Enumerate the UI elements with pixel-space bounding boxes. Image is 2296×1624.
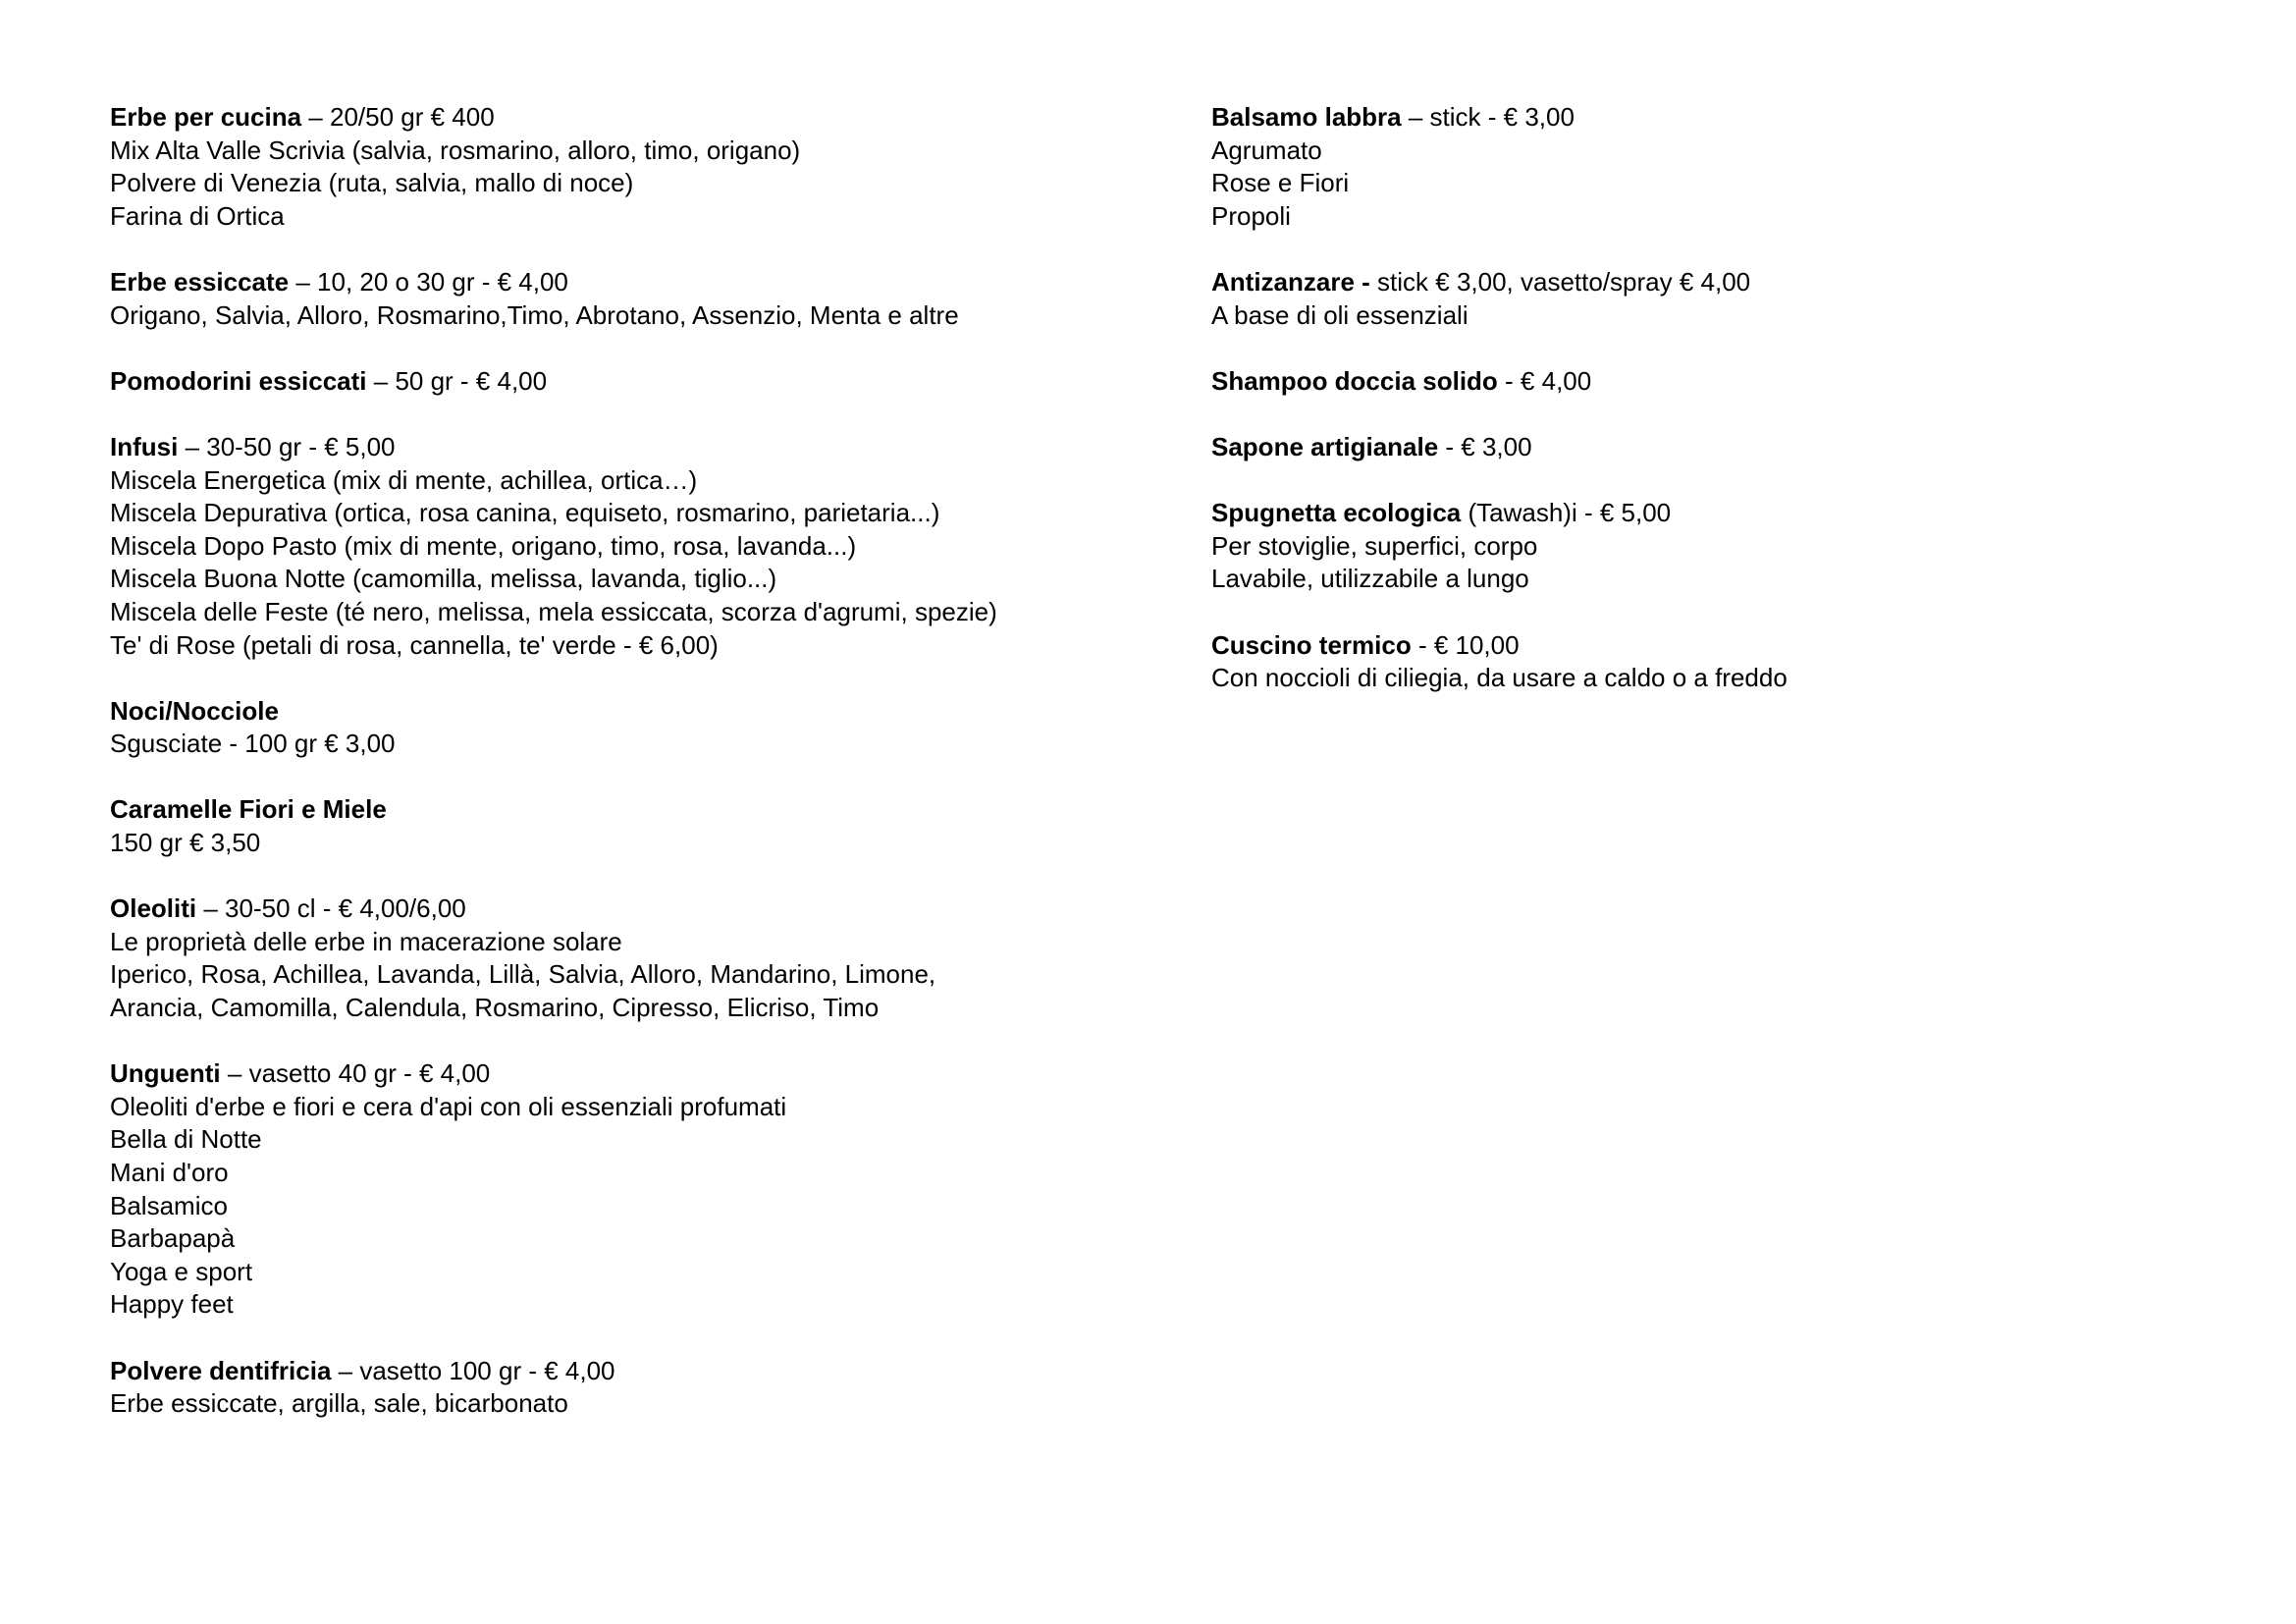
product-price-info: - € 10,00 xyxy=(1411,629,1520,660)
product-name: Unguenti xyxy=(110,1058,221,1089)
product-description-line: Origano, Salvia, Alloro, Rosmarino,Timo, Abrotano, Assenzio, Menta e altre xyxy=(110,299,959,330)
product-description-line: Miscela Dopo Pasto (mix di mente, origano, timo, rosa, lavanda...) xyxy=(110,530,857,561)
product-price-info: – 10, 20 o 30 gr - € 4,00 xyxy=(289,266,568,297)
product-description-line: Miscela Depurativa (ortica, rosa canina, equiseto, rosmarino, parietaria...) xyxy=(110,498,940,528)
product-entry-antizanzare xyxy=(1211,266,2242,332)
product-entry-erbe-essiccate xyxy=(110,266,1141,332)
product-description-line: Te' di Rose (petali di rosa, cannella, te' verde - € 6,00) xyxy=(110,629,719,660)
product-heading xyxy=(110,1057,1141,1091)
product-price-info: – vasetto 40 gr - € 4,00 xyxy=(220,1058,491,1089)
right-column xyxy=(1211,101,2242,728)
product-heading xyxy=(110,793,1141,827)
product-description-line: Balsamico xyxy=(110,1190,228,1220)
product-name: Caramelle Fiori e Miele xyxy=(110,794,387,825)
product-description-line: Yoga e sport xyxy=(110,1256,253,1286)
product-price-info: – vasetto 100 gr - € 4,00 xyxy=(331,1355,615,1385)
product-entry-sapone-artigianale xyxy=(1211,431,2242,464)
product-description-line: Le proprietà delle erbe in macerazione solare xyxy=(110,926,622,956)
product-price-info: – 50 gr - € 4,00 xyxy=(366,365,548,396)
product-name: Cuscino termico xyxy=(1211,629,1412,660)
product-heading xyxy=(110,893,1141,926)
product-price-info: - € 4,00 xyxy=(1497,365,1592,396)
product-description-line: Sgusciate - 100 gr € 3,00 xyxy=(110,729,396,759)
product-entry-infusi xyxy=(110,431,1141,662)
product-description-line: Miscela delle Feste (té nero, melissa, mela essiccata, scorza d'agrumi, spezie) xyxy=(110,596,997,626)
product-entry-noci-nocciole xyxy=(110,695,1141,761)
product-name: Antizanzare - xyxy=(1211,266,1370,297)
product-description-line: Barbapapà xyxy=(110,1223,236,1254)
product-heading xyxy=(110,695,1141,729)
product-heading xyxy=(1211,266,2242,299)
product-heading xyxy=(110,1355,1141,1388)
product-name: Pomodorini essiccati xyxy=(110,365,367,396)
product-description-line: Happy feet xyxy=(110,1289,234,1320)
product-description-line: Arancia, Camomilla, Calendula, Rosmarino, Cipresso, Elicriso, Timo xyxy=(110,993,880,1023)
product-price-info: stick € 3,00, vasetto/spray € 4,00 xyxy=(1369,266,1751,297)
product-entry-spugnetta-ecologica xyxy=(1211,497,2242,596)
product-description-line: Lavabile, utilizzabile a lungo xyxy=(1211,564,1529,594)
product-description-line: Mix Alta Valle Scrivia (salvia, rosmarino, alloro, timo, origano) xyxy=(110,135,801,165)
product-description-line: Miscela Energetica (mix di mente, achillea, ortica…) xyxy=(110,464,698,495)
product-heading xyxy=(1211,497,2242,530)
product-description-line: Polvere di Venezia (ruta, salvia, mallo di noce) xyxy=(110,168,634,198)
product-price-info: – 20/50 gr € 400 xyxy=(301,102,495,132)
product-description-line: Agrumato xyxy=(1211,135,1322,165)
product-description-line: Con noccioli di ciliegia, da usare a caldo o a freddo xyxy=(1211,663,1788,693)
product-description-line: Miscela Buona Notte (camomilla, melissa, lavanda, tiglio...) xyxy=(110,564,777,594)
product-name: Oleoliti xyxy=(110,893,197,924)
product-heading xyxy=(1211,431,2242,464)
product-description-line: Bella di Notte xyxy=(110,1124,262,1155)
product-price-info: (Tawash)i - € 5,00 xyxy=(1461,498,1672,528)
product-heading xyxy=(110,431,1141,464)
product-heading xyxy=(110,101,1141,135)
product-price-info: – stick - € 3,00 xyxy=(1401,102,1575,132)
product-description-line: Propoli xyxy=(1211,200,1291,231)
product-entry-balsamo-labbra xyxy=(1211,101,2242,233)
product-description-line: Iperico, Rosa, Achillea, Lavanda, Lillà, Salvia, Alloro, Mandarino, Limone, xyxy=(110,959,936,990)
product-name: Infusi xyxy=(110,431,179,461)
product-entry-cuscino-termico xyxy=(1211,629,2242,695)
product-description-line: 150 gr € 3,50 xyxy=(110,828,261,858)
product-name: Spugnetta ecologica xyxy=(1211,498,1462,528)
product-description-line: Per stoviglie, superfici, corpo xyxy=(1211,530,1538,561)
product-heading xyxy=(1211,629,2242,663)
product-entry-pomodorini-essiccati xyxy=(110,365,1141,399)
product-description-line: Oleoliti d'erbe e fiori e cera d'api con oli essenziali profumati xyxy=(110,1091,787,1121)
product-name: Erbe per cucina xyxy=(110,102,302,132)
product-entry-shampoo-doccia-solido xyxy=(1211,365,2242,399)
product-name: Erbe essiccate xyxy=(110,266,290,297)
product-heading xyxy=(110,365,1141,399)
product-description-line: A base di oli essenziali xyxy=(1211,299,1468,330)
product-price-info: – 30-50 gr - € 5,00 xyxy=(178,431,396,461)
product-description-line: Mani d'oro xyxy=(110,1158,229,1187)
product-name: Balsamo labbra xyxy=(1211,102,1402,132)
product-description-line: Erbe essiccate, argilla, sale, bicarbonato xyxy=(110,1388,568,1419)
product-name: Shampoo doccia solido xyxy=(1211,365,1498,396)
product-name: Noci/Nocciole xyxy=(110,695,279,726)
left-column xyxy=(110,101,1141,1453)
product-entry-oleoliti xyxy=(110,893,1141,1024)
product-entry-polvere-dentifricia xyxy=(110,1355,1141,1421)
product-description-line: Farina di Ortica xyxy=(110,200,285,231)
product-heading xyxy=(1211,101,2242,135)
product-heading xyxy=(110,266,1141,299)
product-entry-erbe-per-cucina xyxy=(110,101,1141,233)
product-entry-unguenti xyxy=(110,1057,1141,1322)
product-entry-caramelle-fiori-e-miele xyxy=(110,793,1141,859)
product-price-info: - € 3,00 xyxy=(1438,431,1532,461)
product-name: Sapone artigianale xyxy=(1211,431,1439,461)
product-price-info: – 30-50 cl - € 4,00/6,00 xyxy=(196,893,466,924)
product-description-line: Rose e Fiori xyxy=(1211,168,1350,198)
product-heading xyxy=(1211,365,2242,399)
product-name: Polvere dentifricia xyxy=(110,1355,332,1385)
